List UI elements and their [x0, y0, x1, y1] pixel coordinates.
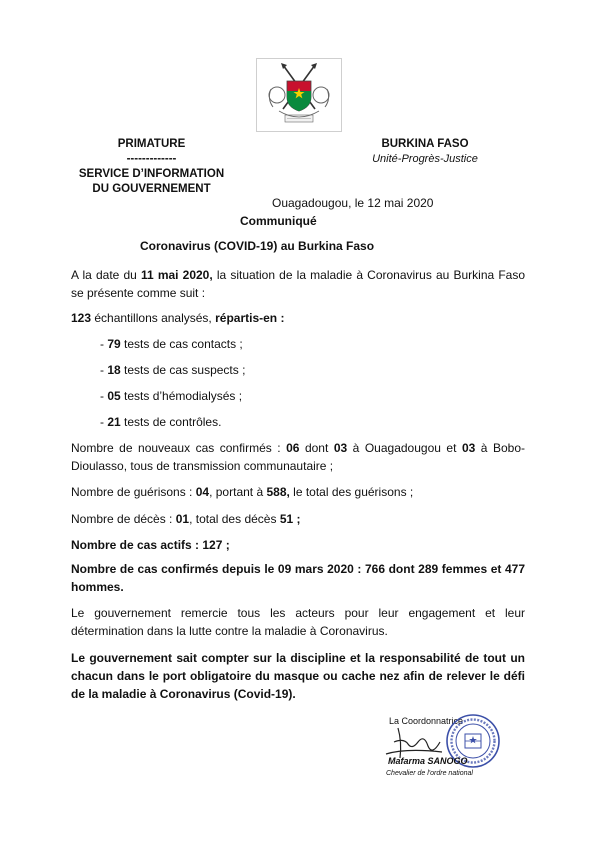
- header-country: BURKINA FASO: [381, 138, 469, 150]
- samples-split: répartis-en :: [215, 311, 285, 325]
- new-cases-text-4: à Bobo-Dioulasso, tous de transmission communautaire ;: [71, 441, 525, 473]
- header-primature: PRIMATURE: [117, 138, 186, 150]
- new-cases-text-3: à Ouagadougou et: [347, 441, 462, 455]
- test-label: tests de cas suspects ;: [120, 363, 246, 377]
- signatory-name: Mafarma SANOGO: [388, 756, 468, 766]
- recoveries-text-1: Nombre de guérisons :: [71, 485, 196, 499]
- deaths-text-1: Nombre de décès :: [71, 512, 176, 526]
- test-count: 21: [107, 415, 121, 429]
- recoveries-text-3: le total des guérisons ;: [289, 485, 414, 499]
- document-type: Communiqué: [240, 214, 317, 228]
- recoveries-total: 588,: [266, 485, 290, 499]
- list-dash: -: [100, 337, 108, 351]
- deaths-new: 01: [175, 512, 190, 526]
- list-dash: -: [100, 389, 108, 403]
- appeal-paragraph: Le gouvernement sait compter sur la discipline et la responsabilité de tout un chacun dans le port obligatoire du masque ou cache nez afin de relever le défi de la maladie à Coronavirus (Covid-19).: [71, 651, 525, 701]
- thanks-paragraph: Le gouvernement remercie tous les acteurs pour leur engagement et leur détermination dans la lutte contre la maladie à Coronavirus.: [71, 606, 525, 638]
- recoveries-new: 04: [195, 485, 210, 499]
- header-left-block: [64, 137, 239, 197]
- recoveries-text-2: , portant à: [209, 485, 267, 499]
- list-dash: -: [100, 363, 108, 377]
- signatory-distinction: Chevalier de l'ordre national: [386, 770, 473, 777]
- test-count: 05: [107, 389, 121, 403]
- active-cases-line: Nombre de cas actifs : 127 ;: [71, 538, 230, 552]
- list-item: [100, 336, 243, 352]
- list-item: [100, 388, 242, 404]
- new-cases-text-2: dont: [299, 441, 334, 455]
- intro-date: 11 mai 2020,: [140, 268, 213, 282]
- deaths-total: 51 ;: [279, 512, 301, 526]
- recoveries-line: [71, 483, 525, 501]
- new-cases-total: 06: [286, 441, 300, 455]
- confirmed-total-paragraph: Nombre de cas confirmés depuis le 09 mars 2020 : 766 dont 289 femmes et 477 hommes.: [71, 562, 525, 594]
- header-service-line1: SERVICE D’INFORMATION: [78, 168, 225, 180]
- signatory-role: La Coordonnatrice: [389, 716, 464, 726]
- new-cases-ouaga: 03: [333, 441, 348, 455]
- intro-paragraph: [71, 266, 525, 302]
- test-label: tests de contrôles.: [120, 415, 222, 429]
- header-separator: -------------: [126, 153, 177, 165]
- deaths-text-2: , total des décès: [189, 512, 280, 526]
- samples-text: échantillons analysés,: [91, 311, 216, 325]
- test-label: tests d’hémodialysés ;: [120, 389, 243, 403]
- samples-count: 123: [71, 311, 92, 325]
- list-item: [100, 414, 221, 430]
- deaths-line: [71, 510, 525, 528]
- intro-text-2: la situation de la maladie à Coronavirus au Burkina Faso se présente comme suit :: [71, 268, 525, 300]
- list-dash: -: [100, 415, 108, 429]
- place-date: Ouagadougou, le 12 mai 2020: [272, 196, 434, 210]
- document-title: Coronavirus (COVID-19) au Burkina Faso: [140, 239, 375, 253]
- test-count: 18: [107, 363, 121, 377]
- samples-line: [71, 309, 525, 327]
- header-service-line2: DU GOUVERNEMENT: [92, 183, 211, 195]
- new-cases-text-1: Nombre de nouveaux cas confirmés :: [71, 441, 287, 455]
- new-cases-bobo: 03: [461, 441, 476, 455]
- intro-text-1: A la date du: [71, 268, 141, 282]
- list-item: [100, 362, 245, 378]
- test-label: tests de cas contacts ;: [120, 337, 243, 351]
- header-right-block: [355, 137, 495, 167]
- header-motto: Unité-Progrès-Justice: [372, 153, 478, 165]
- new-cases-paragraph: [71, 439, 525, 475]
- coat-of-arms-emblem: [256, 58, 342, 132]
- test-count: 79: [107, 337, 121, 351]
